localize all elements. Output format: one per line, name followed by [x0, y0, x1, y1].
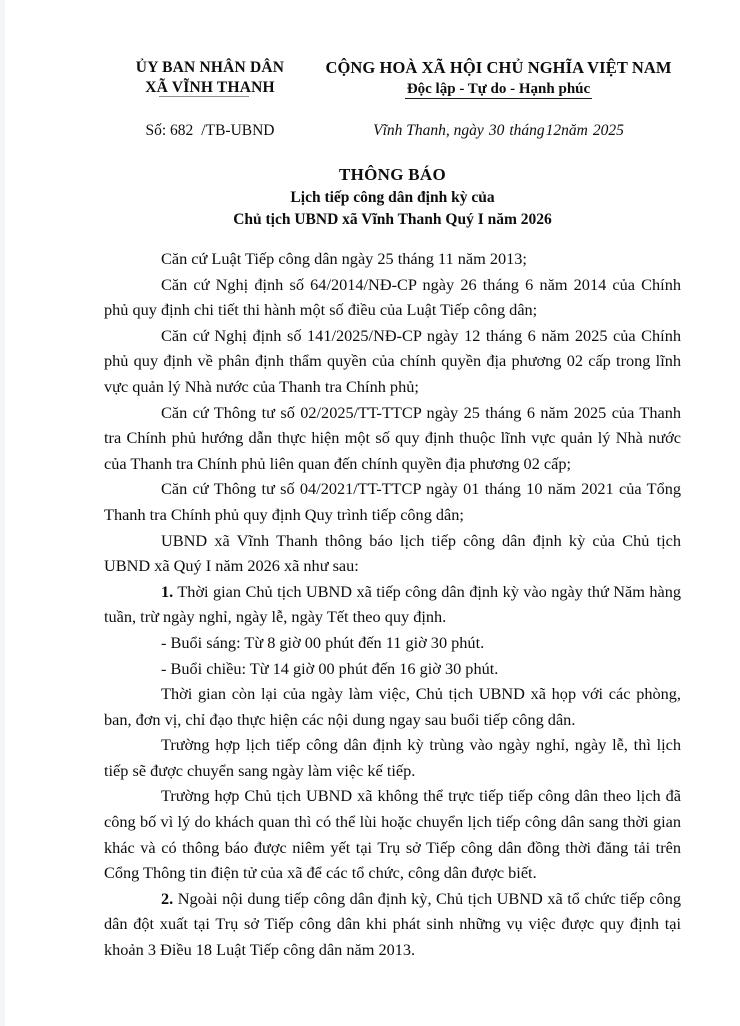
schedule-afternoon: - Buổi chiều: Từ 14 giờ 00 phút đến 16 giờ 30 phút. [161, 658, 499, 678]
document-body [104, 246, 681, 963]
document-year: 2025 [592, 122, 624, 139]
paragraph-legal-basis-4: Căn cứ Thông tư số 02/2025/TT-TTCP ngày 25 tháng 6 năm 2025 của Thanh tra Chính phủ hướng dẫn thực hiện một số quy định thuộc lĩnh vực quản lý Nhà nước của Thanh tra Chính phủ liên quan đến chính quyền địa phương 02 cấp; [104, 402, 681, 473]
paragraph-holiday-rule: Trường hợp lịch tiếp công dân định kỳ trùng vào ngày nghỉ, ngày lễ, thì lịch tiếp sẽ được chuyển sang ngày làm việc kế tiếp. [104, 735, 681, 780]
document-number-suffix: /TB-UBND [201, 122, 275, 139]
document-number [104, 122, 316, 140]
paragraph-announcement-intro: UBND xã Vĩnh Thanh thông báo lịch tiếp công dân định kỳ của Chủ tịch UBND xã Quý I năm 2026 xã như sau: [104, 530, 681, 576]
document-title-block [104, 164, 681, 230]
clause-1 [104, 579, 681, 630]
issuing-authority-line-1: ỦY BAN NHÂN DÂN [135, 59, 285, 76]
document-header [104, 0, 681, 99]
clause-1-text: Thời gian Chủ tịch UBND xã tiếp công dân định kỳ vào ngày thứ Năm hàng tuần, trừ ngày nghỉ, ngày lễ, ngày Tết theo quy định. [104, 581, 681, 627]
paragraph-legal-basis-5: Căn cứ Thông tư số 04/2021/TT-TTCP ngày 01 tháng 10 năm 2021 của Tổng Thanh tra Chính phủ quy định Quy trình tiếp công dân; [104, 479, 681, 524]
document-subtitle-line-1: Lịch tiếp công dân định kỳ của [290, 189, 495, 206]
document-content [104, 0, 681, 963]
schedule-morning: - Buổi sáng: Từ 8 giờ 00 phút đến 11 giờ 30 phút. [161, 632, 485, 652]
document-page [5, 0, 740, 1026]
document-day: 30 [488, 122, 505, 139]
paragraph-legal-basis-2: Căn cứ Nghị định số 64/2014/NĐ-CP ngày 26 tháng 6 năm 2014 của Chính phủ quy định chi tiết thi hành một số điều của Luật Tiếp công dân; [104, 274, 681, 320]
document-subtitle-line-2: Chủ tịch UBND xã Vĩnh Thanh Quý I năm 2026 [233, 211, 552, 228]
document-date [316, 122, 681, 140]
clause-2 [104, 886, 681, 963]
document-month: 12 [545, 122, 562, 139]
paragraph-remaining-time: Thời gian còn lại của ngày làm việc, Chủ tịch UBND xã họp với các phòng, ban, đơn vị, chỉ đạo thực hiện các nội dung ngay sau buổi tiếp công dân. [104, 684, 681, 729]
paragraph-postponement-rule: Trường hợp Chủ tịch UBND xã không thể trực tiếp tiếp công dân theo lịch đã công bố vì lý do khách quan thì có thể lùi hoặc chuyển lịch tiếp công dân sang thời gian khác và có thông báo được niêm yết tại Trụ sở Tiếp công dân đồng thời đăng tải trên Cổng Thông tin điện tử của xã để các tổ chức, công dân được biết. [104, 786, 681, 883]
document-month-label: tháng [509, 122, 545, 139]
national-motto: Độc lập - Tự do - Hạnh phúc [406, 81, 591, 97]
document-year-label: năm [561, 122, 588, 139]
document-number-prefix: Số: 682 [145, 122, 194, 139]
document-place: Vĩnh Thanh, ngày [373, 122, 484, 139]
issuing-authority-block [104, 58, 316, 98]
clause-2-number: 2. [161, 888, 174, 908]
clause-2-text: Ngoài nội dung tiếp công dân định kỳ, Chủ tịch UBND xã tổ chức tiếp công dân đột xuất tại Trụ sở Tiếp công dân khi phát sinh những vụ việc được quy định tại khoản 3 Điều 18 Luật Tiếp công dân năm 2013. [104, 888, 681, 960]
document-meta-row [104, 122, 681, 140]
national-heading-block [316, 58, 681, 99]
paragraph-legal-basis-3: Căn cứ Nghị định số 141/2025/NĐ-CP ngày 12 tháng 6 năm 2025 của Chính phủ quy định về phân định thẩm quyền của chính quyền địa phương 02 cấp trong lĩnh vực quản lý Nhà nước của Thanh tra Chính phủ; [104, 325, 681, 396]
paragraph-legal-basis-1: Căn cứ Luật Tiếp công dân ngày 25 tháng 11 năm 2013; [161, 249, 527, 268]
issuing-authority-line-2: XÃ VĨNH THANH [145, 79, 275, 96]
clause-1-number: 1. [161, 581, 174, 601]
country-name: CỘNG HOÀ XÃ HỘI CHỦ NGHĨA VIỆT NAM [325, 58, 672, 77]
document-type-title: THÔNG BÁO [338, 165, 447, 184]
